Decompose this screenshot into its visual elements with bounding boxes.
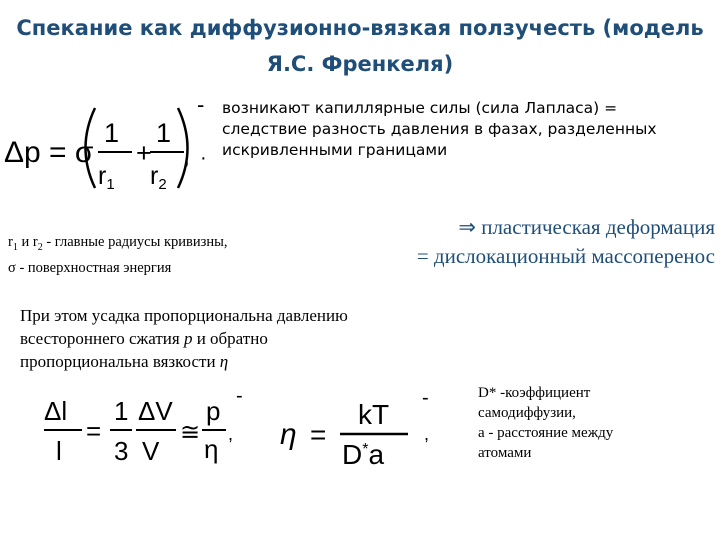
shrink-approx: ≅ [180,419,201,446]
slide-title [0,10,720,82]
shrink-one: 1 [114,396,129,426]
diffusion-note [478,383,678,463]
laplace-den-1: $r_1$ [98,162,115,193]
laplace-note [222,98,692,161]
title-line-1: Спекание как диффузионно-вязкая ползучесть (модель [16,16,704,40]
shrinkage-line-2: всестороннего сжатия p и обратно [20,329,268,348]
shrink-v: V [142,436,160,466]
visc-kt: kT [358,399,390,430]
deformation-line-2: = дислокационный массоперенос [416,244,715,268]
shrink-dl: Δl [44,396,68,426]
shrinkage-formula [40,388,255,468]
shrink-comma: , [228,424,234,444]
shrinkage-line-1: При этом усадка пропорциональна давлению [20,306,348,325]
laplace-note-line-2: следствие разность давления в фазах, разделенных [222,120,657,138]
deformation-note [350,213,715,271]
diffusion-line-1: D* -коэффициент [478,385,591,401]
shrink-three: 3 [114,436,129,466]
laplace-num-1: 1 [104,118,120,148]
radii-note-line-2: σ - поверхностная энергия [8,259,172,276]
shrink-dash: - [236,388,243,407]
laplace-comma: , [184,147,190,169]
diffusion-line-4: атомами [478,445,532,461]
diffusion-line-3: а - расстояние между [478,425,614,441]
laplace-den-2: $r_2$ [150,162,167,193]
laplace-lhs: Δp = σ [4,136,94,169]
visc-eta: η [280,418,297,451]
shrinkage-paragraph [20,304,460,373]
laplace-dot: · [200,147,207,169]
shrink-l: l [56,436,62,466]
shrink-eq: = [86,416,102,446]
radii-note [8,232,338,278]
laplace-num-2: 1 [156,118,172,148]
laplace-note-line-3: искривленными границами [222,141,448,159]
shrink-p: p [206,396,221,426]
viscosity-formula [274,388,444,468]
diffusion-line-2: самодиффузии, [478,405,576,421]
visc-denominator: D*a [342,439,385,468]
visc-dash: - [422,388,429,409]
title-line-2: Я.С. Френкеля) [266,52,454,76]
visc-eq: = [310,419,327,450]
laplace-plus: + [136,138,152,168]
laplace-dash: - [197,92,205,117]
laplace-formula [0,92,220,204]
visc-comma: , [424,424,430,444]
shrink-dv: ΔV [138,396,173,426]
shrinkage-line-3: пропорциональна вязкости η [20,352,229,371]
implies-arrow: ⇒ [458,215,476,239]
laplace-note-line-1: возникают капиллярные силы (сила Лапласа) = [222,99,618,117]
radii-note-line-1: $r_1$ и $r_2$ - главные радиусы кривизны, [8,234,228,253]
shrink-eta: η [204,434,219,464]
deformation-line-1: ⇒ пластическая деформация [458,215,715,239]
